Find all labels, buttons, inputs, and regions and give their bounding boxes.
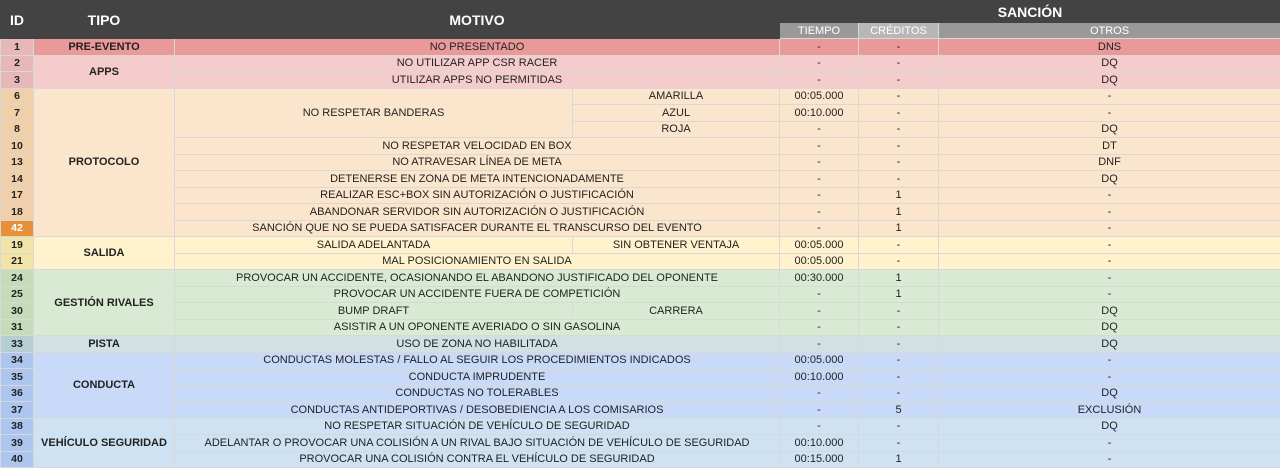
row-otros: -	[939, 187, 1280, 204]
row-otros: -	[939, 88, 1280, 105]
row-id: 33	[1, 336, 34, 353]
row-id: 18	[1, 204, 34, 221]
row-motivo: CONDUCTA IMPRUDENTE	[175, 369, 780, 386]
row-tiempo: -	[780, 336, 859, 353]
row-otros: -	[939, 237, 1280, 254]
row-creditos: 1	[859, 270, 939, 287]
row-otros: DQ	[939, 121, 1280, 138]
row-creditos: -	[859, 418, 939, 435]
row-sub: AMARILLA	[573, 88, 780, 105]
row-creditos: 1	[859, 286, 939, 303]
row-id: 21	[1, 253, 34, 270]
row-sub: AZUL	[573, 105, 780, 122]
row-otros: -	[939, 220, 1280, 237]
row-otros: -	[939, 204, 1280, 221]
row-creditos: -	[859, 385, 939, 402]
table-row	[1, 286, 1280, 303]
row-id: 25	[1, 286, 34, 303]
table-row	[1, 187, 1280, 204]
row-creditos: -	[859, 138, 939, 155]
table-row	[1, 138, 1280, 155]
tipo-gestion-rivales: GESTIÓN RIVALES	[34, 270, 175, 336]
header-tipo: TIPO	[34, 1, 175, 39]
row-id: 8	[1, 121, 34, 138]
row-motivo: PROVOCAR UNA COLISIÓN CONTRA EL VEHÍCULO DE SEGURIDAD	[175, 451, 780, 468]
row-tiempo: -	[780, 72, 859, 89]
tipo-pista: PISTA	[34, 336, 175, 353]
row-tiempo: -	[780, 319, 859, 336]
row-motivo: CONDUCTAS MOLESTAS / FALLO AL SEGUIR LOS PROCEDIMIENTOS INDICADOS	[175, 352, 780, 369]
row-creditos: 5	[859, 402, 939, 419]
row-motivo: NO UTILIZAR APP CSR RACER	[175, 55, 780, 72]
row-motivo: NO RESPETAR VELOCIDAD EN BOX	[175, 138, 780, 155]
row-creditos: -	[859, 237, 939, 254]
row-id: 24	[1, 270, 34, 287]
row-tiempo: -	[780, 171, 859, 188]
row-otros: EXCLUSIÓN	[939, 402, 1280, 419]
row-motivo: MAL POSICIONAMIENTO EN SALIDA	[175, 253, 780, 270]
row-id: 10	[1, 138, 34, 155]
row-motivo: PROVOCAR UN ACCIDENTE FUERA DE COMPETICIÓN	[175, 286, 780, 303]
row-creditos: -	[859, 319, 939, 336]
row-creditos: -	[859, 72, 939, 89]
row-tiempo: 00:15.000	[780, 451, 859, 468]
row-creditos: -	[859, 55, 939, 72]
row-otros: -	[939, 253, 1280, 270]
table-row	[1, 220, 1280, 237]
table-row	[1, 72, 1280, 89]
row-id: 17	[1, 187, 34, 204]
row-tiempo: -	[780, 55, 859, 72]
tipo-conducta: CONDUCTA	[34, 352, 175, 418]
table-row	[1, 402, 1280, 419]
row-motivo: PROVOCAR UN ACCIDENTE, OCASIONANDO EL ABANDONO JUSTIFICADO DEL OPONENTE	[175, 270, 780, 287]
header-row	[1, 1, 1280, 23]
row-motivo: ASISTIR A UN OPONENTE AVERIADO O SIN GASOLINA	[175, 319, 780, 336]
table-row	[1, 352, 1280, 369]
row-otros: DQ	[939, 319, 1280, 336]
row-id: 1	[1, 39, 34, 56]
row-otros: DNF	[939, 154, 1280, 171]
row-tiempo: -	[780, 187, 859, 204]
header-tiempo: TIEMPO	[780, 23, 859, 39]
row-otros: DQ	[939, 55, 1280, 72]
table-row	[1, 319, 1280, 336]
row-otros: -	[939, 286, 1280, 303]
row-motivo: SALIDA ADELANTADA	[175, 237, 573, 254]
row-otros: DQ	[939, 171, 1280, 188]
row-tiempo: 00:05.000	[780, 352, 859, 369]
row-creditos: -	[859, 253, 939, 270]
row-id: 19	[1, 237, 34, 254]
row-motivo: NO RESPETAR BANDERAS	[175, 88, 573, 138]
row-motivo: ABANDONAR SERVIDOR SIN AUTORIZACIÓN O JUSTIFICACIÓN	[175, 204, 780, 221]
row-id: 34	[1, 352, 34, 369]
row-id: 36	[1, 385, 34, 402]
table-row	[1, 385, 1280, 402]
row-otros: -	[939, 352, 1280, 369]
row-motivo: DETENERSE EN ZONA DE META INTENCIONADAMENTE	[175, 171, 780, 188]
row-otros: DNS	[939, 39, 1280, 56]
row-id: 42	[1, 220, 34, 237]
row-motivo: NO ATRAVESAR LÍNEA DE META	[175, 154, 780, 171]
table-row	[1, 253, 1280, 270]
row-creditos: -	[859, 352, 939, 369]
tipo-vehiculo-seguridad: VEHÍCULO SEGURIDAD	[34, 418, 175, 468]
table-row	[1, 171, 1280, 188]
row-otros: DQ	[939, 336, 1280, 353]
row-tiempo: 00:05.000	[780, 88, 859, 105]
tipo-salida: SALIDA	[34, 237, 175, 270]
row-tiempo: 00:30.000	[780, 270, 859, 287]
row-otros: -	[939, 105, 1280, 122]
row-motivo: REALIZAR ESC+BOX SIN AUTORIZACIÓN O JUSTIFICACIÓN	[175, 187, 780, 204]
row-tiempo: -	[780, 418, 859, 435]
row-motivo: CONDUCTAS NO TOLERABLES	[175, 385, 780, 402]
row-id: 39	[1, 435, 34, 452]
header-motivo: MOTIVO	[175, 1, 780, 39]
row-id: 37	[1, 402, 34, 419]
row-tiempo: 00:10.000	[780, 105, 859, 122]
row-motivo: SANCIÓN QUE NO SE PUEDA SATISFACER DURANTE EL TRANSCURSO DEL EVENTO	[175, 220, 780, 237]
row-otros: DQ	[939, 418, 1280, 435]
row-creditos: 1	[859, 220, 939, 237]
row-tiempo: -	[780, 385, 859, 402]
row-tiempo: -	[780, 138, 859, 155]
row-otros: -	[939, 451, 1280, 468]
row-id: 35	[1, 369, 34, 386]
row-creditos: -	[859, 105, 939, 122]
row-tiempo: -	[780, 402, 859, 419]
header-otros: OTROS	[939, 23, 1280, 39]
row-otros: -	[939, 270, 1280, 287]
row-tiempo: -	[780, 154, 859, 171]
row-id: 38	[1, 418, 34, 435]
row-id: 14	[1, 171, 34, 188]
row-creditos: -	[859, 369, 939, 386]
table-row	[1, 418, 1280, 435]
row-creditos: -	[859, 39, 939, 56]
row-id: 6	[1, 88, 34, 105]
row-id: 2	[1, 55, 34, 72]
row-creditos: 1	[859, 187, 939, 204]
table-row	[1, 369, 1280, 386]
row-motivo: UTILIZAR APPS NO PERMITIDAS	[175, 72, 780, 89]
table-row	[1, 204, 1280, 221]
row-tiempo: 00:05.000	[780, 253, 859, 270]
row-otros: -	[939, 369, 1280, 386]
table-row	[1, 39, 1280, 56]
row-creditos: -	[859, 171, 939, 188]
row-tiempo: 00:05.000	[780, 237, 859, 254]
row-motivo: ADELANTAR O PROVOCAR UNA COLISIÓN A UN RIVAL BAJO SITUACIÓN DE VEHÍCULO DE SEGURIDAD	[175, 435, 780, 452]
row-id: 13	[1, 154, 34, 171]
table-row	[1, 237, 1280, 254]
row-id: 7	[1, 105, 34, 122]
header-creditos: CRÉDITOS	[859, 23, 939, 39]
tipo-protocolo: PROTOCOLO	[34, 88, 175, 237]
row-motivo: CONDUCTAS ANTIDEPORTIVAS / DESOBEDIENCIA A LOS COMISARIOS	[175, 402, 780, 419]
table-row	[1, 55, 1280, 72]
row-tiempo: -	[780, 204, 859, 221]
row-creditos: 1	[859, 451, 939, 468]
row-id: 30	[1, 303, 34, 320]
tipo-pre-evento: PRE-EVENTO	[34, 39, 175, 56]
row-creditos: -	[859, 154, 939, 171]
row-tiempo: -	[780, 39, 859, 56]
table-row	[1, 435, 1280, 452]
tipo-apps: APPS	[34, 55, 175, 88]
row-creditos: -	[859, 88, 939, 105]
table-row	[1, 303, 1280, 320]
row-otros: DQ	[939, 303, 1280, 320]
row-id: 40	[1, 451, 34, 468]
row-id: 31	[1, 319, 34, 336]
row-motivo: BUMP DRAFT	[175, 303, 573, 320]
row-creditos: -	[859, 336, 939, 353]
header-id: ID	[1, 1, 34, 39]
row-tiempo: -	[780, 220, 859, 237]
row-otros: DQ	[939, 385, 1280, 402]
row-tiempo: -	[780, 303, 859, 320]
row-otros: DQ	[939, 72, 1280, 89]
header-sancion: SANCIÓN	[780, 1, 1280, 23]
table-row	[1, 270, 1280, 287]
row-motivo: USO DE ZONA NO HABILITADA	[175, 336, 780, 353]
row-otros: DT	[939, 138, 1280, 155]
row-sub: ROJA	[573, 121, 780, 138]
table-row	[1, 451, 1280, 468]
row-creditos: -	[859, 121, 939, 138]
row-tiempo: 00:10.000	[780, 435, 859, 452]
row-sub: CARRERA	[573, 303, 780, 320]
row-motivo: NO RESPETAR SITUACIÓN DE VEHÍCULO DE SEGURIDAD	[175, 418, 780, 435]
row-creditos: -	[859, 435, 939, 452]
row-id: 3	[1, 72, 34, 89]
row-otros: -	[939, 435, 1280, 452]
row-tiempo: -	[780, 286, 859, 303]
row-creditos: -	[859, 303, 939, 320]
row-creditos: 1	[859, 204, 939, 221]
row-tiempo: 00:10.000	[780, 369, 859, 386]
row-motivo: NO PRESENTADO	[175, 39, 780, 56]
table-row	[1, 88, 1280, 105]
table-row	[1, 154, 1280, 171]
row-sub: SIN OBTENER VENTAJA	[573, 237, 780, 254]
table-row	[1, 336, 1280, 353]
row-tiempo: -	[780, 121, 859, 138]
